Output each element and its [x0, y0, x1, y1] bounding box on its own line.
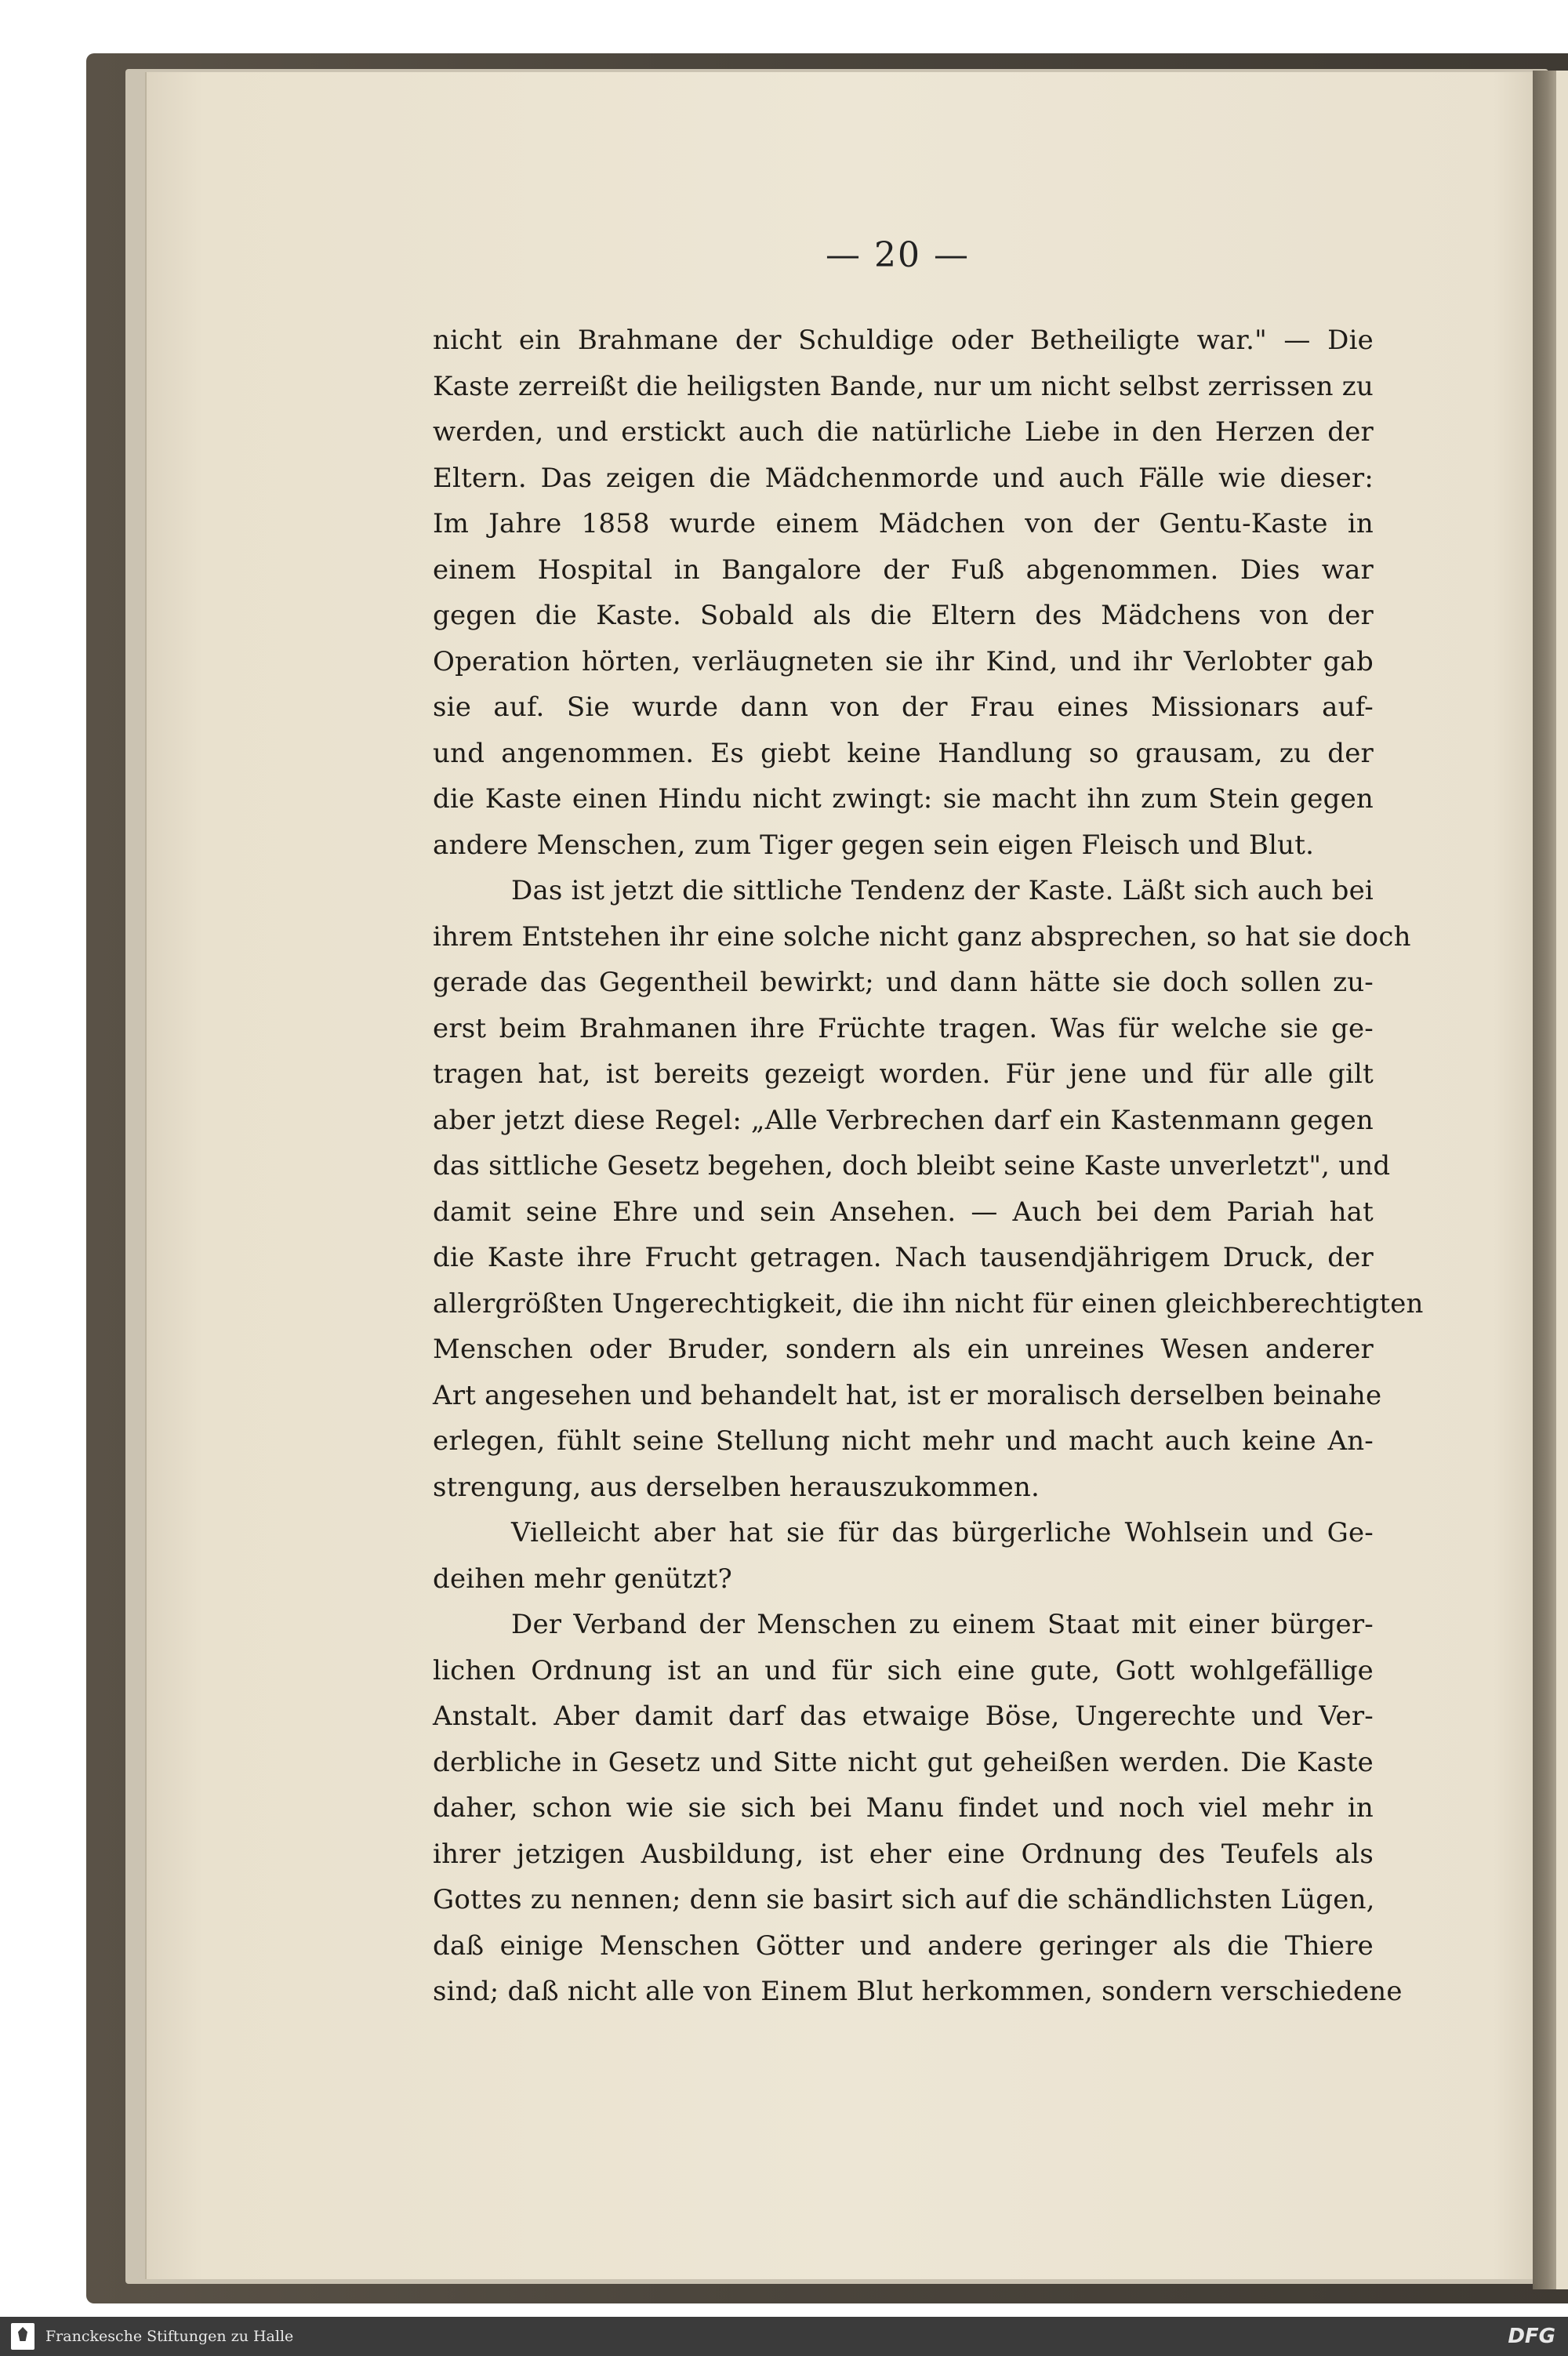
text-line: gegen die Kaste. Sobald als die Eltern des Mädchens von der [433, 600, 1374, 631]
text-line: aber jetzt diese Regel: „Alle Verbrechen darf ein Kastenmann gegen [433, 1104, 1374, 1136]
text-line: Menschen oder Bruder, sondern als ein unreines Wesen anderer [433, 1334, 1374, 1365]
text-line: einem Hospital in Bangalore der Fuß abgenommen. Dies war [433, 554, 1374, 586]
text-line: das sittliche Gesetz begehen, doch bleibt seine Kaste unverletzt", und [433, 1150, 1391, 1182]
text-line: Kaste zerreißt die heiligsten Bande, nur um nicht selbst zerrissen zu [433, 370, 1374, 402]
institution-name: Franckesche Stiftungen zu Halle [45, 2328, 294, 2345]
foundation-emblem-icon [11, 2323, 34, 2350]
text-line: Operation hörten, verläugneten sie ihr Kind, und ihr Verlobter gab [433, 645, 1374, 677]
text-line: nicht ein Brahmane der Schuldige oder Betheiligte war." — Die [433, 325, 1374, 356]
text-line: ihrer jetzigen Ausbildung, ist eher eine Ordnung des Teufels als [433, 1838, 1374, 1870]
text-line: Eltern. Das zeigen die Mädchenmorde und auch Fälle wie dieser: [433, 462, 1374, 494]
text-line: und angenommen. Es giebt keine Handlung so grausam, zu der [433, 737, 1374, 769]
text-line: Vielleicht aber hat sie für das bürgerliche Wohlsein und Ge- [511, 1517, 1374, 1548]
text-line: daß einige Menschen Götter und andere geringer als die Thiere [433, 1929, 1374, 1962]
text-line: deihen mehr genützt? [433, 1563, 732, 1595]
text-line: die Kaste ihre Frucht getragen. Nach tausendjährigem Druck, der [433, 1242, 1374, 1273]
text-line: allergrößten Ungerechtigkeit, die ihn nicht für einen gleichberechtigten [433, 1287, 1424, 1320]
text-line: Der Verband der Menschen zu einem Staat mit einer bürger- [511, 1609, 1374, 1640]
text-line: erst beim Brahmanen ihre Früchte tragen. Was für welche sie ge- [433, 1012, 1374, 1044]
text-line: Art angesehen und behandelt hat, ist er moralisch derselben beinahe [433, 1379, 1382, 1411]
page-number: — 20 — [826, 235, 970, 275]
text-line: daher, schon wie sie sich bei Manu findet und noch viel mehr in [433, 1792, 1374, 1824]
text-line: sie auf. Sie wurde dann von der Frau eines Missionars auf- [433, 692, 1374, 723]
text-line: erlegen, fühlt seine Stellung nicht mehr und macht auch keine An- [433, 1425, 1374, 1457]
text-line: Anstalt. Aber damit darf das etwaige Böse, Ungerechte und Ver- [433, 1701, 1374, 1732]
next-page-edge [1556, 71, 1568, 2289]
text-line: gerade das Gegentheil bewirkt; und dann hätte sie doch sollen zu- [433, 967, 1374, 998]
text-line: andere Menschen, zum Tiger gegen sein eigen Fleisch und Blut. [433, 829, 1315, 861]
dfg-logo: DFG [1508, 2325, 1555, 2348]
text-line: lichen Ordnung ist an und für sich eine gute, Gott wohlgefällige [433, 1654, 1374, 1686]
text-line: Gottes zu nennen; denn sie basirt sich auf die schändlichsten Lügen, [433, 1884, 1375, 1915]
text-line: derbliche in Gesetz und Sitte nicht gut geheißen werden. Die Kaste [433, 1746, 1374, 1778]
text-line: strengung, aus derselben herauszukommen. [433, 1471, 1040, 1503]
text-line: Im Jahre 1858 wurde einem Mädchen von der Gentu-Kaste in [433, 508, 1374, 539]
viewer-footer-bar [0, 2317, 1568, 2356]
text-line: ihrem Entstehen ihr eine solche nicht ganz absprechen, so hat sie doch [433, 920, 1411, 953]
text-line: werden, und erstickt auch die natürliche Liebe in den Herzen der [433, 416, 1374, 448]
page-body-text [433, 318, 1424, 2015]
text-line: sind; daß nicht alle von Einem Blut herkommen, sondern verschiedene [433, 1976, 1403, 2007]
text-line: tragen hat, ist bereits gezeigt worden. Für jene und für alle gilt [433, 1058, 1374, 1090]
text-line: Das ist jetzt die sittliche Tendenz der Kaste. Läßt sich auch bei [511, 875, 1374, 906]
text-line: damit seine Ehre und sein Ansehen. — Auch bei dem Pariah hat [433, 1196, 1374, 1228]
text-line: die Kaste einen Hindu nicht zwingt: sie macht ihn zum Stein gegen [433, 783, 1374, 815]
